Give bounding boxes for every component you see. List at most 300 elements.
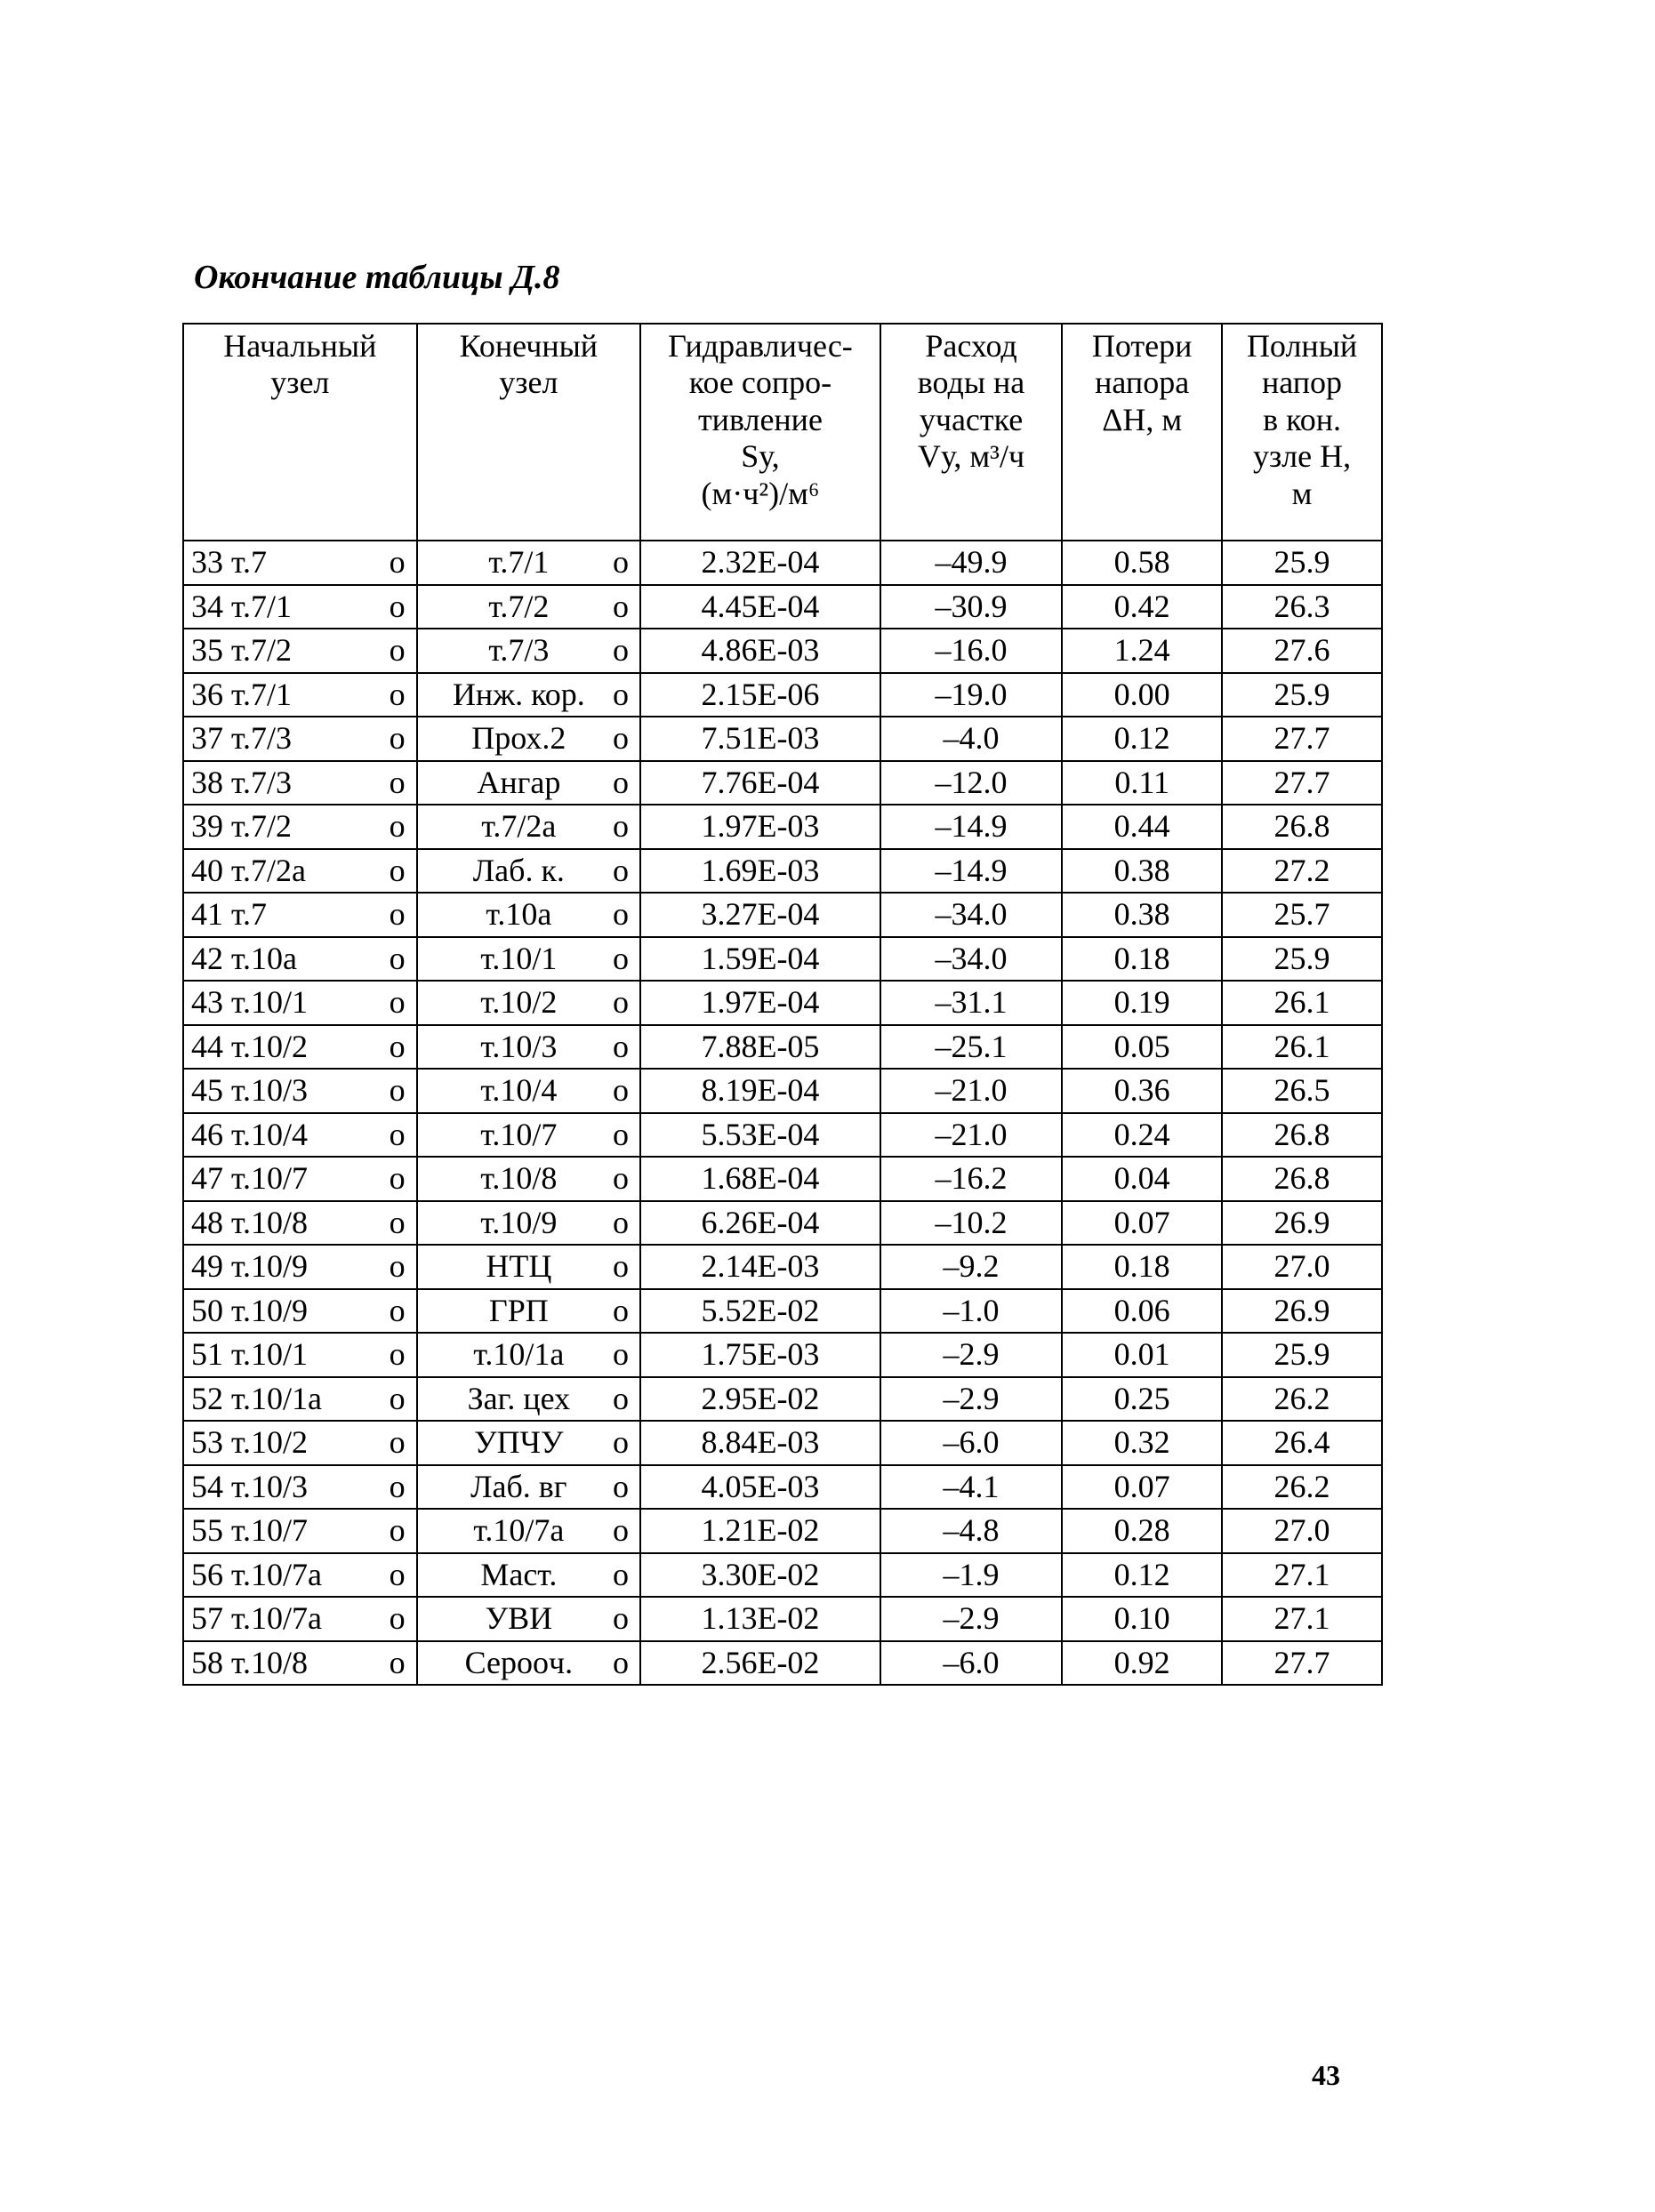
cell-resistance: 4.86E-03 [640,629,880,673]
end-node-mark: о [613,1028,630,1064]
end-node-mark: о [613,1116,630,1152]
table-row [183,893,1382,937]
table-row [183,761,1382,805]
cell-flow: –2.9 [880,1597,1062,1641]
row-number: 39 [191,808,223,845]
row-number: 47 [191,1160,223,1197]
header-end-node: Конечный узел [417,324,640,541]
cell-start-node [183,761,417,805]
row-number: 33 [191,544,223,581]
cell-total-head: 26.5 [1222,1069,1382,1113]
cell-start-node [183,585,417,629]
cell-end-node [417,1157,640,1201]
cell-total-head: 26.4 [1222,1421,1382,1465]
cell-total-head: 26.8 [1222,1157,1382,1201]
cell-total-head: 27.1 [1222,1597,1382,1641]
end-node-mark: о [613,1644,630,1680]
table-row [183,1069,1382,1113]
row-number: 46 [191,1116,223,1152]
cell-resistance: 2.56E-02 [640,1641,880,1686]
cell-flow: –31.1 [880,981,1062,1025]
cell-resistance: 7.88E-05 [640,1025,880,1070]
cell-end-node [417,1553,640,1598]
cell-end-node [417,1421,640,1465]
cell-resistance: 3.27E-04 [640,893,880,937]
end-node-label: т.10/7 [480,1116,558,1152]
cell-end-node [417,805,640,849]
start-node-label: т.10/1 [231,1336,309,1373]
start-node-label: т.10/8 [231,1644,309,1680]
cell-flow: –4.8 [880,1509,1062,1553]
end-node-mark: о [613,984,630,1021]
start-node-mark: о [389,720,406,757]
page-number: 43 [1312,2059,1340,2091]
table-row [183,981,1382,1025]
header-start-node: Начальный узел [183,324,417,541]
cell-start-node [183,717,417,761]
end-node-label: т.10/9 [480,1204,558,1240]
end-node-label: Сероoч. [464,1644,574,1680]
header-row [183,324,1382,541]
cell-total-head: 26.9 [1222,1201,1382,1246]
cell-head-loss: 0.00 [1062,673,1222,717]
end-node-mark: о [613,1380,630,1416]
cell-resistance: 1.69E-03 [640,849,880,894]
row-number: 48 [191,1204,223,1240]
start-node-mark: о [389,1468,406,1504]
cell-total-head: 26.3 [1222,585,1382,629]
cell-head-loss: 0.01 [1062,1333,1222,1377]
end-node-label: т.7/3 [488,632,550,669]
cell-start-node [183,1509,417,1553]
row-number: 35 [191,632,223,669]
cell-head-loss: 0.06 [1062,1289,1222,1334]
cell-flow: –6.0 [880,1421,1062,1465]
cell-head-loss: 0.36 [1062,1069,1222,1113]
end-node-label: т.10/1а [473,1336,565,1373]
cell-flow: –1.0 [880,1289,1062,1334]
end-node-mark: о [613,808,630,845]
start-node-label: т.10/9 [231,1292,309,1328]
cell-start-node [183,1113,417,1158]
cell-head-loss: 0.44 [1062,805,1222,849]
table-body [183,541,1382,1685]
data-table [182,323,1383,1686]
end-node-label: т.10/8 [480,1160,558,1197]
cell-flow: –12.0 [880,761,1062,805]
cell-start-node [183,1201,417,1246]
table-row [183,629,1382,673]
row-number: 37 [191,720,223,757]
end-node-mark: о [613,588,630,624]
cell-flow: –30.9 [880,585,1062,629]
row-number: 53 [191,1424,223,1461]
cell-flow: –25.1 [880,1025,1062,1070]
header-total-head: Полный напор в кон. узле H, м [1222,324,1382,541]
cell-head-loss: 0.42 [1062,585,1222,629]
cell-flow: –21.0 [880,1113,1062,1158]
end-node-label: т.10/4 [480,1072,558,1109]
cell-end-node [417,541,640,585]
table-row [183,673,1382,717]
cell-total-head: 25.9 [1222,1333,1382,1377]
start-node-label: т.7/3 [231,720,293,757]
end-node-label: Заг. цех [467,1380,571,1416]
cell-total-head: 27.2 [1222,849,1382,894]
cell-resistance: 1.21E-02 [640,1509,880,1553]
table-row [183,717,1382,761]
cell-total-head: 26.2 [1222,1465,1382,1510]
cell-head-loss: 1.24 [1062,629,1222,673]
cell-total-head: 26.8 [1222,1113,1382,1158]
cell-resistance: 8.84E-03 [640,1421,880,1465]
row-number: 43 [191,984,223,1021]
cell-flow: –2.9 [880,1377,1062,1422]
table-row [183,1641,1382,1686]
cell-start-node [183,1465,417,1510]
cell-total-head: 27.1 [1222,1553,1382,1598]
end-node-label: Лаб. вг [470,1468,567,1504]
table-row [183,1025,1382,1070]
start-node-label: т.7/1 [231,676,293,712]
start-node-mark: о [389,632,406,669]
cell-total-head: 25.9 [1222,673,1382,717]
start-node-mark: о [389,1512,406,1549]
cell-total-head: 25.7 [1222,893,1382,937]
cell-start-node [183,1377,417,1422]
cell-flow: –16.0 [880,629,1062,673]
cell-head-loss: 0.32 [1062,1421,1222,1465]
start-node-label: т.7/2 [231,632,293,669]
table-row [183,1421,1382,1465]
cell-flow: –34.0 [880,893,1062,937]
cell-end-node [417,1025,640,1070]
cell-head-loss: 0.05 [1062,1025,1222,1070]
cell-total-head: 27.7 [1222,761,1382,805]
cell-head-loss: 0.18 [1062,937,1222,982]
row-number: 55 [191,1512,223,1549]
start-node-label: т.10/8 [231,1204,309,1240]
start-node-mark: о [389,1072,406,1109]
start-node-label: т.7/1 [231,588,293,624]
cell-start-node [183,849,417,894]
cell-resistance: 2.95E-02 [640,1377,880,1422]
end-node-mark: о [613,1248,630,1285]
start-node-label: т.7/2 [231,808,293,845]
cell-head-loss: 0.11 [1062,761,1222,805]
cell-resistance: 4.45E-04 [640,585,880,629]
end-node-mark: о [613,1204,630,1240]
row-number: 49 [191,1248,223,1285]
row-number: 56 [191,1556,223,1592]
cell-resistance: 3.30E-02 [640,1553,880,1598]
cell-resistance: 1.75E-03 [640,1333,880,1377]
cell-resistance: 1.13E-02 [640,1597,880,1641]
cell-resistance: 5.52E-02 [640,1289,880,1334]
end-node-label: Ангар [477,764,561,800]
cell-end-node [417,1465,640,1510]
start-node-mark: о [389,852,406,888]
start-node-mark: о [389,1380,406,1416]
end-node-label: т.10/1 [480,940,558,976]
cell-flow: –19.0 [880,673,1062,717]
cell-resistance: 1.59E-04 [640,937,880,982]
cell-flow: –1.9 [880,1553,1062,1598]
table-caption: Окончание таблицы Д.8 [194,259,560,296]
cell-end-node [417,981,640,1025]
start-node-label: т.10/9 [231,1248,309,1285]
row-number: 58 [191,1644,223,1680]
cell-resistance: 2.32E-04 [640,541,880,585]
cell-start-node [183,629,417,673]
cell-start-node [183,1333,417,1377]
start-node-mark: о [389,896,406,933]
header-flow: Расход воды на участке Vу, м³/ч [880,324,1062,541]
cell-flow: –2.9 [880,1333,1062,1377]
table-row [183,1333,1382,1377]
start-node-mark: о [389,1116,406,1152]
start-node-mark: о [389,544,406,581]
start-node-mark: о [389,764,406,800]
table-row [183,937,1382,982]
end-node-mark: о [613,852,630,888]
end-node-label: Лаб. к. [472,852,565,888]
row-number: 42 [191,940,223,976]
start-node-label: т.10/2 [231,1028,309,1064]
cell-start-node [183,1597,417,1641]
cell-end-node [417,1509,640,1553]
cell-end-node [417,1333,640,1377]
cell-end-node [417,585,640,629]
cell-head-loss: 0.38 [1062,849,1222,894]
cell-flow: –49.9 [880,541,1062,585]
table-row [183,1597,1382,1641]
end-node-mark: о [613,676,630,712]
start-node-mark: о [389,808,406,845]
end-node-label: т.7/1 [488,544,550,581]
end-node-mark: о [613,544,630,581]
table-row [183,1113,1382,1158]
cell-resistance: 2.14E-03 [640,1245,880,1289]
start-node-label: т.10/1а [231,1380,323,1416]
end-node-mark: о [613,1336,630,1373]
start-node-mark: о [389,1160,406,1197]
end-node-label: УПЧУ [474,1424,564,1461]
end-node-mark: о [613,1072,630,1109]
cell-start-node [183,1069,417,1113]
cell-head-loss: 0.24 [1062,1113,1222,1158]
cell-start-node [183,1025,417,1070]
row-number: 51 [191,1336,223,1373]
cell-resistance: 6.26E-04 [640,1201,880,1246]
cell-resistance: 1.68E-04 [640,1157,880,1201]
end-node-label: т.10/3 [480,1028,558,1064]
row-number: 52 [191,1380,223,1416]
cell-end-node [417,1245,640,1289]
cell-head-loss: 0.07 [1062,1201,1222,1246]
header-head-loss: Потери напора ΔH, м [1062,324,1222,541]
cell-head-loss: 0.92 [1062,1641,1222,1686]
table-row [183,1465,1382,1510]
cell-total-head: 27.7 [1222,1641,1382,1686]
start-node-mark: о [389,984,406,1021]
end-node-mark: о [613,632,630,669]
end-node-label: Прох.2 [471,720,566,757]
start-node-mark: о [389,1248,406,1285]
cell-total-head: 26.1 [1222,981,1382,1025]
cell-start-node [183,1289,417,1334]
table-row [183,1289,1382,1334]
end-node-label: т.7/2а [481,808,557,845]
end-node-mark: о [613,720,630,757]
table-row [183,1245,1382,1289]
cell-flow: –14.9 [880,849,1062,894]
cell-end-node [417,937,640,982]
cell-start-node [183,1157,417,1201]
end-node-mark: о [613,1600,630,1637]
table-row [183,805,1382,849]
row-number: 36 [191,676,223,712]
cell-end-node [417,761,640,805]
cell-start-node [183,893,417,937]
cell-start-node [183,541,417,585]
cell-end-node [417,1641,640,1686]
cell-resistance: 2.15E-06 [640,673,880,717]
row-number: 50 [191,1292,223,1328]
table-row [183,1509,1382,1553]
cell-total-head: 27.0 [1222,1245,1382,1289]
end-node-mark: о [613,1160,630,1197]
start-node-label: т.10/7 [231,1512,309,1549]
table-row [183,541,1382,585]
cell-end-node [417,893,640,937]
cell-head-loss: 0.38 [1062,893,1222,937]
cell-total-head: 27.6 [1222,629,1382,673]
start-node-mark: о [389,1424,406,1461]
cell-head-loss: 0.58 [1062,541,1222,585]
cell-flow: –16.2 [880,1157,1062,1201]
table-row [183,1553,1382,1598]
cell-end-node [417,849,640,894]
end-node-label: т.7/2 [488,588,550,624]
cell-start-node [183,1245,417,1289]
start-node-label: т.10/2 [231,1424,309,1461]
start-node-mark: о [389,676,406,712]
cell-end-node [417,673,640,717]
end-node-label: ГРП [488,1292,549,1328]
start-node-label: т.7 [231,896,268,933]
cell-resistance: 5.53E-04 [640,1113,880,1158]
cell-flow: –4.0 [880,717,1062,761]
end-node-label: Инж. кор. [452,676,585,712]
cell-end-node [417,1377,640,1422]
table-row [183,849,1382,894]
cell-flow: –10.2 [880,1201,1062,1246]
cell-start-node [183,937,417,982]
cell-total-head: 26.8 [1222,805,1382,849]
cell-start-node [183,1421,417,1465]
cell-start-node [183,1641,417,1686]
start-node-mark: о [389,1028,406,1064]
start-node-mark: о [389,1204,406,1240]
cell-resistance: 7.51E-03 [640,717,880,761]
start-node-label: т.7 [231,544,268,581]
row-number: 57 [191,1600,223,1637]
cell-end-node [417,1201,640,1246]
start-node-mark: о [389,1556,406,1592]
cell-resistance: 8.19E-04 [640,1069,880,1113]
start-node-mark: о [389,1644,406,1680]
cell-total-head: 25.9 [1222,937,1382,982]
cell-total-head: 27.7 [1222,717,1382,761]
cell-start-node [183,805,417,849]
start-node-mark: о [389,588,406,624]
cell-flow: –14.9 [880,805,1062,849]
cell-total-head: 26.9 [1222,1289,1382,1334]
cell-start-node [183,981,417,1025]
cell-total-head: 27.0 [1222,1509,1382,1553]
row-number: 41 [191,896,223,933]
cell-head-loss: 0.10 [1062,1597,1222,1641]
cell-head-loss: 0.12 [1062,717,1222,761]
cell-head-loss: 0.25 [1062,1377,1222,1422]
start-node-label: т.10/7 [231,1160,309,1197]
end-node-label: т.10/2 [480,984,558,1021]
row-number: 44 [191,1028,223,1064]
cell-flow: –21.0 [880,1069,1062,1113]
cell-total-head: 26.2 [1222,1377,1382,1422]
cell-end-node [417,1113,640,1158]
start-node-label: т.10/7а [231,1556,323,1592]
end-node-mark: о [613,1468,630,1504]
row-number: 54 [191,1468,223,1504]
cell-head-loss: 0.04 [1062,1157,1222,1201]
start-node-label: т.10/3 [231,1468,309,1504]
cell-flow: –6.0 [880,1641,1062,1686]
table-row [183,1157,1382,1201]
end-node-label: Маст. [480,1556,558,1592]
start-node-mark: о [389,1336,406,1373]
cell-resistance: 7.76E-04 [640,761,880,805]
end-node-mark: о [613,1512,630,1549]
cell-head-loss: 0.07 [1062,1465,1222,1510]
table-row [183,1201,1382,1246]
end-node-mark: о [613,764,630,800]
end-node-mark: о [613,896,630,933]
start-node-label: т.10/4 [231,1116,309,1152]
cell-end-node [417,629,640,673]
cell-head-loss: 0.28 [1062,1509,1222,1553]
start-node-label: т.7/2а [231,852,307,888]
cell-flow: –4.1 [880,1465,1062,1510]
cell-end-node [417,1289,640,1334]
cell-head-loss: 0.18 [1062,1245,1222,1289]
cell-start-node [183,673,417,717]
cell-resistance: 1.97E-03 [640,805,880,849]
start-node-label: т.7/3 [231,764,293,800]
end-node-mark: о [613,1424,630,1461]
end-node-label: НТЦ [486,1248,552,1285]
row-number: 40 [191,852,223,888]
start-node-mark: о [389,1600,406,1637]
start-node-label: т.10/1 [231,984,309,1021]
start-node-label: т.10/3 [231,1072,309,1109]
table-row [183,585,1382,629]
start-node-mark: о [389,940,406,976]
cell-end-node [417,1069,640,1113]
end-node-label: УВИ [485,1600,553,1637]
start-node-label: т.10а [231,940,298,976]
